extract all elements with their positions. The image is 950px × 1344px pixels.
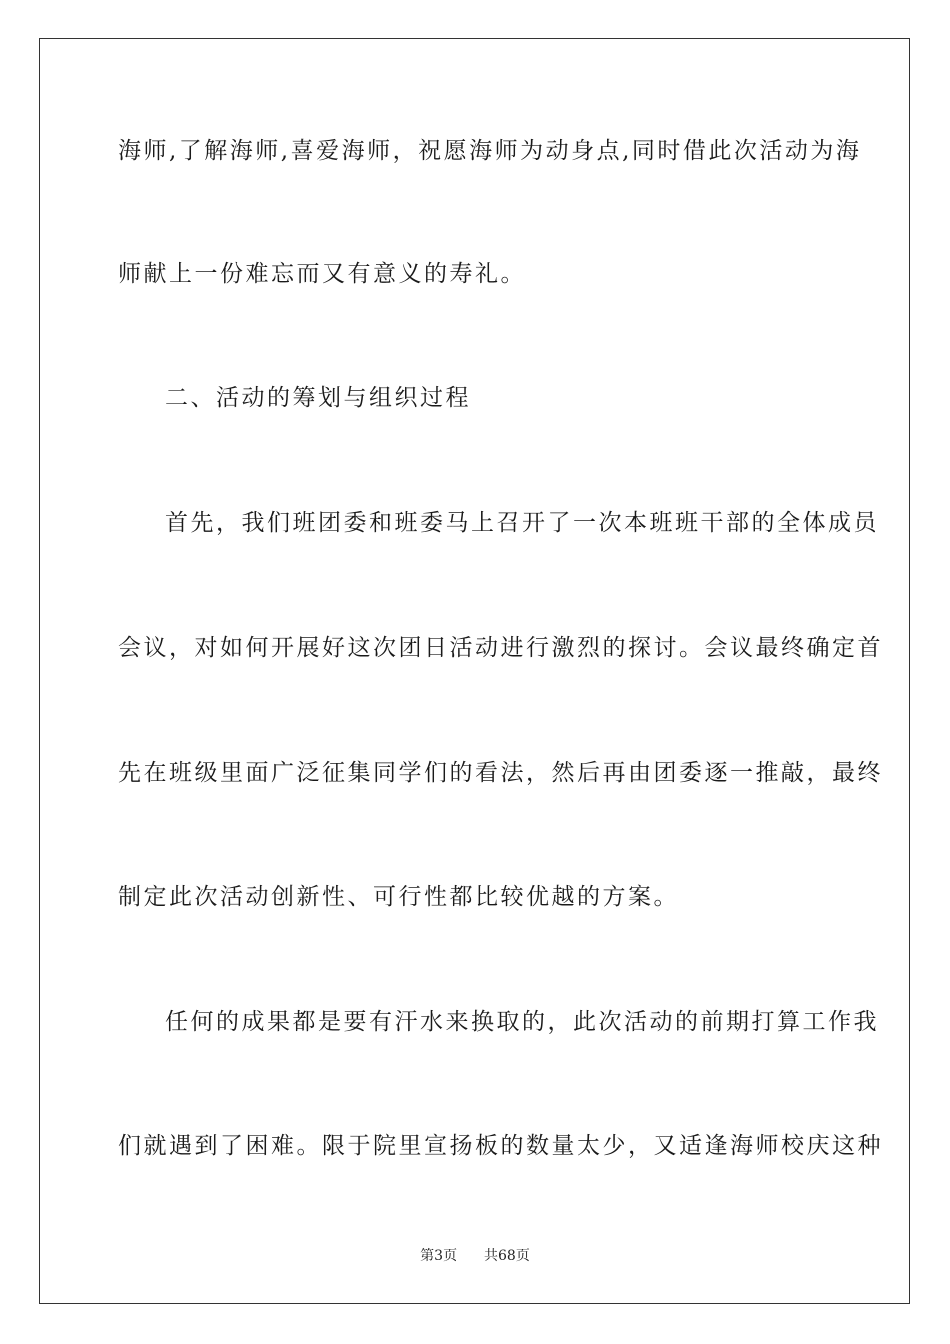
page-number: 第3页 — [420, 1248, 458, 1264]
total-pages: 共68页 — [484, 1248, 530, 1264]
page-footer — [0, 1247, 950, 1265]
text-line: 们就遇到了困难。限于院里宣扬板的数量太少，又适逢海师校庆这种 — [118, 1133, 883, 1159]
text-line: 师献上一份难忘而又有意义的寿礼。 — [118, 261, 526, 287]
text-line: 会议，对如何开展好这次团日活动进行激烈的探讨。会议最终确定首 — [118, 635, 883, 661]
text-line: 制定此次活动创新性、可行性都比较优越的方案。 — [118, 884, 679, 910]
text-line: 海师,了解海师,喜爱海师，祝愿海师为动身点,同时借此次活动为海 — [118, 138, 862, 164]
section-heading: 二、活动的筹划与组织过程 — [165, 385, 471, 411]
text-line: 首先，我们班团委和班委马上召开了一次本班班干部的全体成员 — [165, 510, 879, 536]
text-line: 先在班级里面广泛征集同学们的看法，然后再由团委逐一推敲，最终 — [118, 760, 883, 786]
text-line: 任何的成果都是要有汗水来换取的，此次活动的前期打算工作我 — [165, 1009, 879, 1035]
page-border — [39, 38, 910, 1304]
